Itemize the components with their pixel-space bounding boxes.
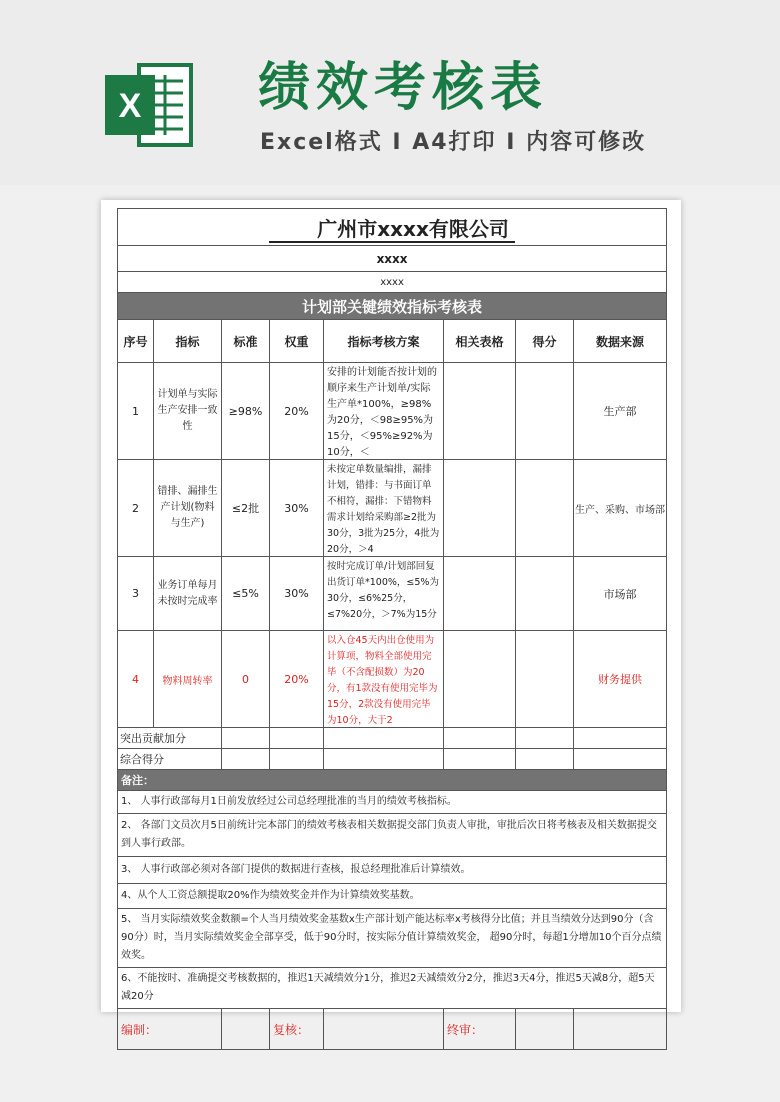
note-item: 3、 人事行政部必须对各部门提供的数据进行查核，报总经理批准后计算绩效。 <box>118 857 667 884</box>
kpi-sheet <box>117 208 667 1050</box>
header-cell: 标准 <box>222 320 270 363</box>
banner-subtitle: Excel格式 I A4打印 I 内容可修改 <box>260 130 647 155</box>
header-cell: 指标 <box>154 320 222 363</box>
empty-cell[interactable] <box>516 728 574 749</box>
score-cell[interactable] <box>516 631 574 728</box>
company-name-cell <box>118 209 667 246</box>
header-cell: 指标考核方案 <box>324 320 444 363</box>
header-cell: 得分 <box>516 320 574 363</box>
score-cell[interactable] <box>516 363 574 460</box>
total-label: 综合得分 <box>118 749 222 770</box>
bonus-label: 突出贡献加分 <box>118 728 222 749</box>
reviewer-label: 复核： <box>270 1009 324 1050</box>
standard-cell: 0 <box>222 631 270 728</box>
related-form-cell[interactable] <box>444 557 516 631</box>
company-name: 广州市xxxx有限公司 <box>269 217 515 243</box>
reviewer-sign-cell[interactable] <box>324 1009 444 1050</box>
empty-cell[interactable] <box>270 728 324 749</box>
note-item: 4、从个人工资总额提取20%作为绩效奖金并作为计算绩效奖基数。 <box>118 884 667 909</box>
row-number: 3 <box>118 557 154 631</box>
weight-cell: 20% <box>270 631 324 728</box>
source-cell: 市场部 <box>574 557 667 631</box>
scheme-text: 安排的计划能否按计划的顺序来生产计划单/实际生产单*100%，≥98%为20分，＜98≥95%为15分，＜95%≥92%为10分，＜ <box>327 367 437 457</box>
notes-title: 备注： <box>118 770 667 791</box>
indicator-cell: 计划单与实际生产安排一致性 <box>154 363 222 460</box>
source-cell: 生产部 <box>574 363 667 460</box>
bonus-row <box>118 728 667 749</box>
logo-letter: X <box>118 87 142 125</box>
source-cell: 财务提供 <box>574 631 667 728</box>
empty-cell[interactable] <box>324 749 444 770</box>
related-form-cell[interactable] <box>444 631 516 728</box>
standard-cell: ≥98% <box>222 363 270 460</box>
scheme-text: 按时完成订单/计划部回复出货订单*100%，≤5%为30分，≤6%25分，≤7%20分，＞7%为15分 <box>327 561 439 620</box>
related-form-cell[interactable] <box>444 460 516 557</box>
banner <box>0 0 780 185</box>
scheme-cell <box>324 631 444 728</box>
empty-cell[interactable] <box>574 728 667 749</box>
standard-cell: ≤2批 <box>222 460 270 557</box>
source-cell: 生产、采购、市场部 <box>574 460 667 557</box>
note-item: 2、 各部门文员次月5日前统计完本部门的绩效考核表相关数据提交部门负责人审批，审批后次日将考核表及相关数据提交到人事行政部。 <box>118 814 667 857</box>
note-item: 1、 人事行政部每月1日前发放经过公司总经理批准的当月的绩效考核指标。 <box>118 791 667 814</box>
header-cell: 数据来源 <box>574 320 667 363</box>
scheme-cell <box>324 363 444 460</box>
empty-cell[interactable] <box>516 749 574 770</box>
empty-cell[interactable] <box>444 749 516 770</box>
header-cell: 权重 <box>270 320 324 363</box>
header-cell: 序号 <box>118 320 154 363</box>
editor-sign-cell[interactable] <box>222 1009 270 1050</box>
weight-cell: 30% <box>270 557 324 631</box>
indicator-cell: 物料周转率 <box>154 631 222 728</box>
final-label: 终审： <box>444 1009 516 1050</box>
scheme-text: 未按定单数量编排，漏排计划，错排：与书面订单不相符，漏排：下错物料需求计划给采购部≥2批为30分，3批为25分，4批为20分，＞4 <box>327 464 440 554</box>
scheme-cell <box>324 460 444 557</box>
table-title: 计划部关键绩效指标考核表 <box>118 293 667 320</box>
excel-logo-icon <box>103 59 195 151</box>
note-item: 5、 当月实际绩效奖金数额=个人当月绩效奖金基数x生产部计划产能达标率x考核得分比值；并且当绩效分达到90分（含90分）时，当月实际绩效奖金全部享受，低于90分时，按实际分值计算绩效奖金， 超90分时，每超1分增加10个百分点绩效奖。 <box>118 909 667 968</box>
table-row <box>118 363 667 460</box>
empty-cell[interactable] <box>270 749 324 770</box>
row-number: 4 <box>118 631 154 728</box>
subheading-row: xxxx <box>118 246 667 272</box>
empty-cell[interactable] <box>222 728 270 749</box>
table-row <box>118 631 667 728</box>
related-form-cell[interactable] <box>444 363 516 460</box>
scheme-text: 以入仓45天内出仓使用为计算项，物料全部使用完毕（不含配损数）为20分，有1款没有使用完毕为15分，2款没有使用完毕为10分，大于2 <box>327 635 438 725</box>
empty-cell[interactable] <box>444 728 516 749</box>
final-sign-extra-cell[interactable] <box>574 1009 667 1050</box>
indicator-cell: 错排、漏排生产计划(物料与生产) <box>154 460 222 557</box>
standard-cell: ≤5% <box>222 557 270 631</box>
row-number: 2 <box>118 460 154 557</box>
final-sign-cell[interactable] <box>516 1009 574 1050</box>
scheme-cell <box>324 557 444 631</box>
header-cell: 相关表格 <box>444 320 516 363</box>
note-item: 6、不能按时、准确提交考核数据的，推迟1天减绩效分1分，推迟2天减绩效分2分，推迟3天4分，推迟5天减8分，超5天减20分 <box>118 968 667 1009</box>
score-cell[interactable] <box>516 460 574 557</box>
score-cell[interactable] <box>516 557 574 631</box>
row-number: 1 <box>118 363 154 460</box>
small-heading-row: xxxx <box>118 272 667 293</box>
header-row <box>118 320 667 363</box>
weight-cell: 30% <box>270 460 324 557</box>
empty-cell[interactable] <box>324 728 444 749</box>
indicator-cell: 业务订单每月未按时完成率 <box>154 557 222 631</box>
total-row <box>118 749 667 770</box>
empty-cell[interactable] <box>222 749 270 770</box>
banner-title: 绩效考核表 <box>258 58 549 118</box>
weight-cell: 20% <box>270 363 324 460</box>
editor-label: 编制： <box>118 1009 222 1050</box>
signature-row <box>118 1009 667 1050</box>
table-row <box>118 460 667 557</box>
empty-cell[interactable] <box>574 749 667 770</box>
table-row <box>118 557 667 631</box>
